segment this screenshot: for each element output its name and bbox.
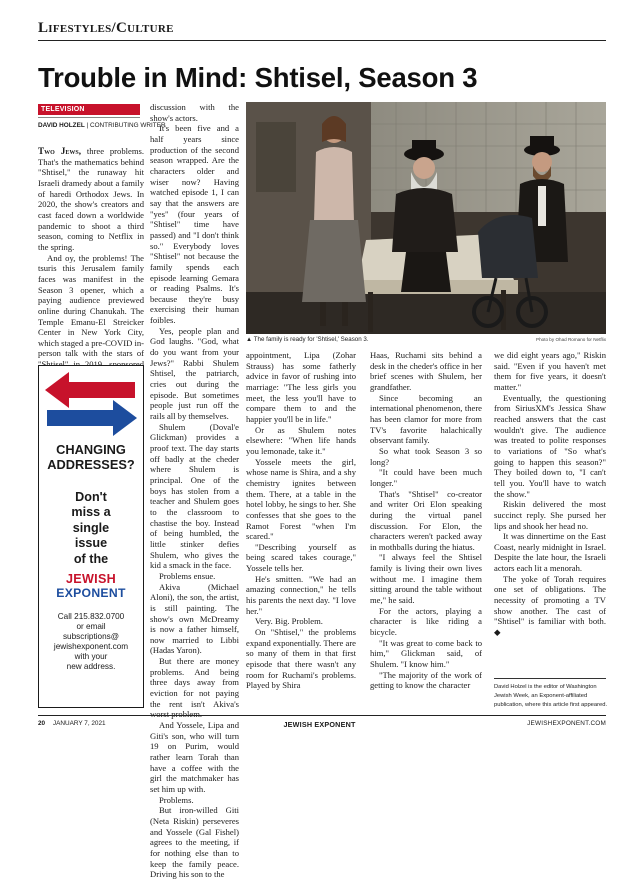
article-paragraph: "It was great to come back to him," Glickman said, of Shulem. "I know him.": [370, 637, 482, 670]
photo-caption: ▲ The family is ready for 'Shtisel,' Season 3.: [246, 336, 369, 343]
article-paragraph: That's "Shtisel" co-creator and writer Ori Elon speaking during the virtual panel discussion. For Elon, the characters weren't packed away in mothballs during the hiatus.: [370, 488, 482, 552]
article-paragraph: The yoke of Torah requires one set of obligations. The necessity of promoting a TV show another. The cast of "Shtisel" is familiar with both. ◆: [494, 573, 606, 638]
article-paragraph: Problems.: [159, 794, 194, 805]
article-paragraph: "Describing yourself as being scared takes courage," Yossele tells her.: [246, 541, 356, 574]
article-paragraph: Haas, Ruchami sits behind a desk in the cheder's office in her brief scenes with Shulem, her grandfather.: [370, 350, 482, 392]
ad-contact: Call 215.832.0700 or email subscriptions@ jewishexponent.com with your new address.: [53, 612, 129, 671]
arrows-icon: [39, 370, 143, 440]
lead-in: Two Jews,: [38, 146, 82, 156]
article-paragraph: Eventually, the questioning from SiriusXM's Jessica Shaw reached answers that the cast wouldn't give. The audience was treated to polite responses to variations of "So what's going to happen this season?" They boiled down to, "I can't tell you. You'll have to watch the show.": [494, 392, 606, 499]
byline: [38, 122, 166, 129]
article-column-2: [150, 102, 239, 880]
bio-divider: [494, 678, 606, 679]
article-headline: Trouble in Mind: Shtisel, Season 3: [38, 62, 478, 93]
article-paragraph: Problems ensue.: [159, 570, 216, 581]
article-paragraph: appointment, Lipa (Zohar Strauss) has some fatherly advice in favor of rushing into marriage: "The less girls you meet, the less you'll have to compare them to and the happier you'll be in life.": [246, 350, 356, 424]
author-name: DAVID HOLZEL: [38, 122, 85, 129]
article-paragraph: But iron-willed Giti (Neta Riskin) perseveres and Yossele (Gal Fishel) agrees to the meeting, if for nothing else than to keep the family peace. Driving his son to the: [150, 805, 239, 880]
article-paragraph: Shulem (Doval'e Glickman) provides a proof text. The day starts off badly at the cheder where Shulem is principal. One of the boys has stolen from a teacher and Shulem goes to the classroom to chastise the boy. Instead of being humbled, the little stinker defies Shulem, who gives the kid a smack in the face.: [150, 421, 239, 571]
ad-headline: CHANGING ADDRESSES?: [47, 442, 135, 472]
ad-logo-jewish: JEWISH: [65, 572, 117, 586]
article-paragraph: Yossele meets the girl, whose name is Shira, and a shy chemistry ignites between them. There, at a table in the hotel lobby, he sings to her. She confesses that she goes to the Ramot Forest "when I'm scared.": [246, 456, 356, 542]
author-bio: David Holzel is the editor of Washington Jewish Week, an Exponent-affiliated publication, where this article first appeared.: [494, 684, 608, 708]
category-tag: TELEVISION: [38, 104, 140, 115]
article-paragraph: It was dinnertime on the East Coast, nearly midnight in Israel. Despite the late hour, the Israeli actors each lit a menorah.: [494, 531, 606, 574]
section-divider: [38, 40, 606, 41]
family-photo-illustration: [246, 102, 606, 334]
page-number: 20: [38, 720, 46, 727]
article-paragraph: And Yossele, Lipa and Giti's son, who will turn 19 on Purim, would rather learn Torah than have a coffee with the girl the matchmaker has set him up with.: [150, 720, 239, 794]
article-paragraph: Two Jews, three problems. That's the mathematics behind "Shtisel," the runaway hit Israeli dramedy about a family of haredi Orthodox Jews. In 2020, the show's creators and cast faced down a worldwide pandemic to shoot a third season, coming to Netflix in the spring.: [38, 146, 144, 252]
article-paragraph: discussion with the show's actors.: [150, 102, 239, 123]
author-role: | CONTRIBUTING WRITER: [86, 122, 166, 129]
article-paragraph: Riskin delivered the most succinct reply. She pursed her lips and shook her head no.: [494, 499, 606, 531]
issue-date: JANUARY 7, 2021: [52, 720, 106, 727]
ad-message: Don't miss a single issue of the: [71, 490, 111, 566]
article-paragraph: For the actors, playing a character is like riding a bicycle.: [370, 605, 482, 638]
article-paragraph: Or as Shulem notes elsewhere: "When life hands you lemonade, take it.": [246, 424, 356, 456]
ad-logo-exponent: EXPONENT: [56, 586, 126, 600]
article-paragraph: Yes, people plan and God laughs. "God, what do you want from your Jews?" Rabbi Shulem Shtisel, the patriarch, cries out during the episode. But sometimes people just run off the rails all by themselves.: [150, 325, 239, 422]
article-column-3-text: [246, 350, 356, 691]
article-paragraph: "The majority of the work of getting to know the character: [370, 669, 482, 691]
article-column-5: [494, 350, 606, 638]
article-paragraph: It's been five and a half years since production of the second season wrapped. Are the characters older and wiser now? Having watched episode 1, I can say that the answers are "yes" (four years of "Shtisel" time have passed) and "I don't think so." Everybody loves "Shtisel" not because the family spends each episode learning Gemara or reading Psalms. It's because they're busy exercising their human foibles.: [150, 123, 239, 326]
article-paragraph: we did eight years ago," Riskin said. "Even if you haven't met them for five years, it doesn't matter.": [494, 350, 606, 392]
footer-divider: [38, 715, 606, 716]
article-column-4: [370, 350, 482, 691]
footer-publication: JEWISH EXPONENT: [283, 720, 356, 729]
footer-url[interactable]: JEWISHEXPONENT.COM: [527, 720, 606, 727]
article-photo: [246, 102, 606, 334]
change-of-address-ad[interactable]: [38, 365, 144, 708]
article-paragraph: "It could have been much longer.": [370, 467, 482, 488]
article-paragraph: Very. Big. Problem.: [255, 616, 323, 627]
article-paragraph: Akiva (Michael Aloni), the son, the artist, is still painting. The show's own McDreamy is now a father himself, now married to Libbi (Hadas Yaron).: [150, 581, 239, 656]
article-paragraph: On "Shtisel," the problems expand exponentially. There are so many of them in that first episode that there wasn't any room for Ruchami's problems. Played by Shira: [246, 627, 356, 691]
article-column-1: [38, 146, 144, 391]
photo-credit: Photo by Ohad Romano for Netflix: [536, 336, 606, 342]
article-paragraph: Since becoming an international phenomenon, there has been clamor for more from TV's favorite halachically observant family.: [370, 392, 482, 446]
tag-divider: [38, 117, 140, 118]
article-paragraph: And oy, the problems! The tsuris this Jerusalem family faces was manifest in the Season 3 opener, which a paying audience previewed online during Chanukah. The Temple Emanu-El Streicker Center in New York City, which staged a pre-COVID in-person talk with the stars of: [38, 252, 144, 359]
article-paragraph: But there are money problems. And being three days away from eviction for not paying the rent isn't Akiva's worst problem.: [150, 656, 239, 720]
section-title: Lifestyles/Culture: [38, 20, 174, 36]
article-paragraph: He's smitten. "We had an amazing connection," he tells his parents the next day. "I love her.": [246, 573, 356, 616]
article-paragraph: So what took Season 3 so long?: [370, 445, 482, 467]
article-paragraph: "I always feel the Shtisel family is living their own lives without me. I imagine them sitting around the table without me," he said.: [370, 552, 482, 606]
